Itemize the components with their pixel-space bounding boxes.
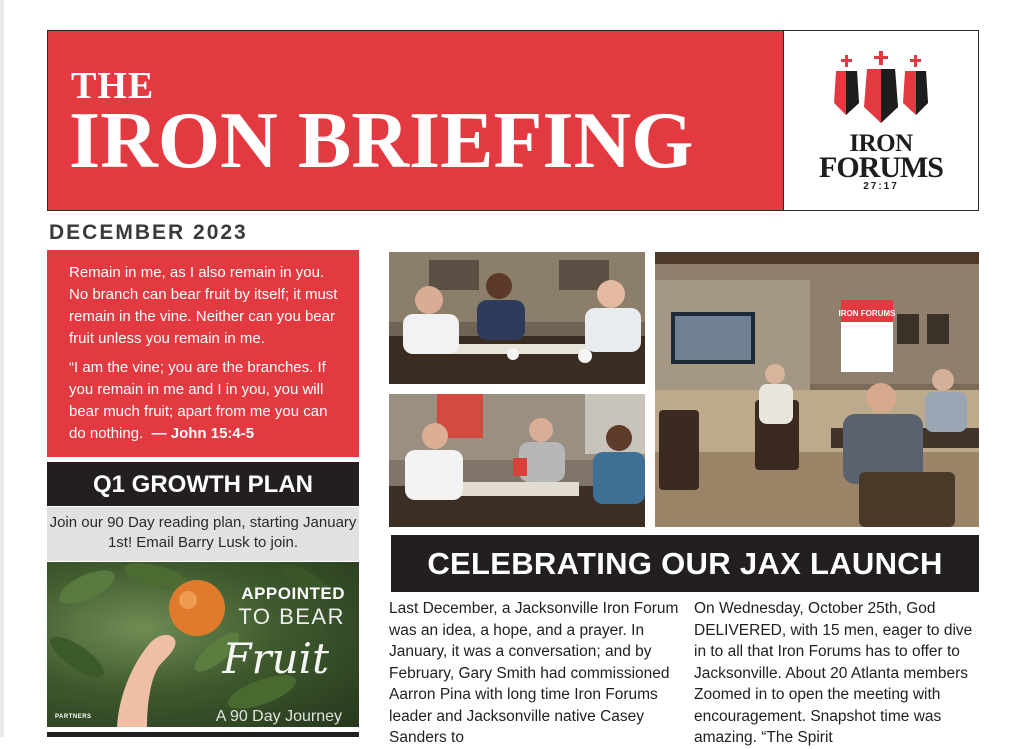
logo-word-forums: FORUMS bbox=[819, 151, 943, 184]
plan-title-fruit: Fruit bbox=[222, 634, 329, 683]
article-column-2: On Wednesday, October 25th, God DELIVERED, with 15 men, eager to dive in to all that Iron Forums has to offer to Jacksonville. About 20 Atlanta members Zoomed in to open the meeting with encouragement. Snapshot time was amazing. “The Spirit bbox=[694, 600, 973, 746]
scripture-paragraph-2-text: “I am the vine; you are the branches. If you remain in me and I in you, you will bear much fruit; apart from me you can do nothing. bbox=[69, 359, 328, 442]
knights-emblem-icon bbox=[832, 51, 930, 129]
meeting-photo-1 bbox=[389, 252, 645, 384]
scripture-paragraph-1: Remain in me, as I also remain in you. No branch can bear fruit by itself; it must remain in the vine. Neither can you bear fruit unless you remain in me. bbox=[69, 264, 338, 347]
plan-title-appointed: APPOINTED bbox=[241, 584, 345, 603]
logo-word-iron: IRON bbox=[849, 130, 913, 157]
scripture-paragraph-2 bbox=[69, 357, 347, 445]
iron-forums-logo bbox=[784, 31, 978, 210]
plan-title-to-bear: TO BEAR bbox=[238, 604, 345, 629]
logo-verse: 27:17 bbox=[863, 181, 899, 192]
article-column-1: Last December, a Jacksonville Iron Forum was an idea, a hope, and a prayer. In January, it was a conversation; and by February, Gary Smith had commissioned Aarron Pina with long time Iron Forums leader and Jacksonville native Casey Sanders to bbox=[389, 600, 679, 746]
scripture-box bbox=[47, 250, 359, 457]
issue-date: DECEMBER 2023 bbox=[49, 221, 248, 244]
masthead-title: IRON BRIEFING bbox=[69, 97, 694, 185]
partners-logo: PARTNERS bbox=[55, 714, 92, 720]
reading-plan-image bbox=[47, 562, 359, 727]
masthead-the: THE bbox=[71, 65, 155, 107]
meeting-photo-2 bbox=[389, 394, 645, 527]
next-section-bar bbox=[47, 732, 359, 737]
scripture-reference: — John 15:4-5 bbox=[151, 425, 255, 442]
event-banner-label: IRON FORUMS bbox=[838, 309, 896, 318]
page-edge bbox=[0, 0, 4, 737]
masthead bbox=[47, 30, 979, 211]
meeting-photo-1-scene bbox=[389, 252, 645, 384]
q1-growth-plan-body: Join our 90 Day reading plan, starting January 1st! Email Barry Lusk to join. bbox=[47, 507, 359, 561]
q1-growth-plan-heading: Q1 GROWTH PLAN bbox=[47, 462, 359, 506]
meeting-photo-3-scene bbox=[655, 252, 979, 527]
meeting-photo-3 bbox=[655, 252, 979, 527]
masthead-title-panel bbox=[48, 31, 784, 210]
plan-subtitle: A 90 Day Journey bbox=[215, 708, 342, 725]
article-headline: CELEBRATING OUR JAX LAUNCH bbox=[391, 535, 979, 592]
meeting-photo-2-scene bbox=[389, 394, 645, 527]
